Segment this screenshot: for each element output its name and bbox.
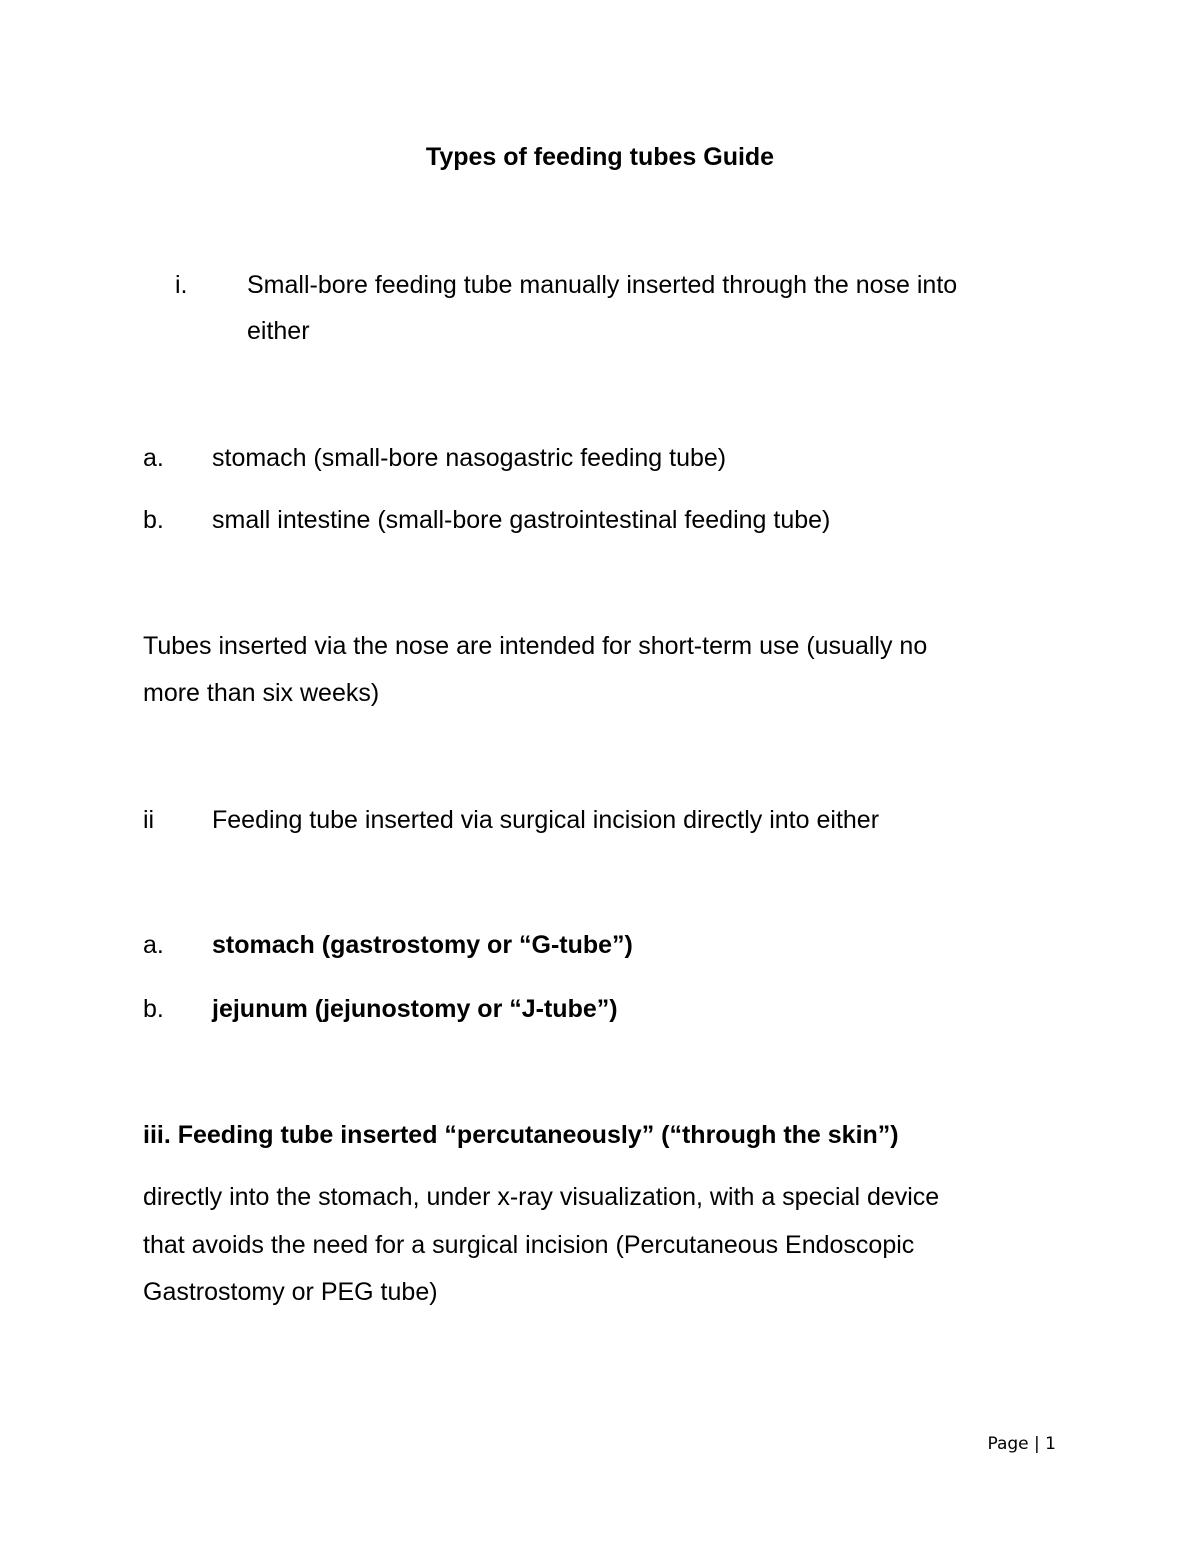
note-line2: more than six weeks) bbox=[143, 679, 380, 707]
section1-item-a-text: stomach (small-bore nasogastric feeding tube) bbox=[212, 444, 727, 472]
section1-line2: either bbox=[247, 317, 310, 345]
section1-item-b-text: small intestine (small-bore gastrointestinal feeding tube) bbox=[212, 506, 831, 534]
section3-line3: Gastrostomy or PEG tube) bbox=[143, 1278, 438, 1306]
note-line1: Tubes inserted via the nose are intended for short-term use (usually no bbox=[143, 632, 928, 660]
section2-item-a-text: stomach (gastrostomy or “G-tube”) bbox=[212, 931, 633, 959]
section3-line2: that avoids the need for a surgical incision (Percutaneous Endoscopic bbox=[143, 1231, 915, 1259]
section2-text: Feeding tube inserted via surgical incision directly into either bbox=[212, 806, 880, 834]
section2-marker: ii bbox=[143, 806, 155, 834]
section3-heading: iii. Feeding tube inserted “percutaneously” (“through the skin”) bbox=[143, 1121, 899, 1149]
section3-line1: directly into the stomach, under x-ray visualization, with a special device bbox=[143, 1183, 940, 1211]
section1-line1: Small-bore feeding tube manually inserted through the nose into bbox=[247, 271, 958, 299]
page-number-footer: Page | 1 bbox=[987, 1434, 1056, 1454]
section1-marker: i. bbox=[175, 271, 188, 299]
section1-item-b-marker: b. bbox=[143, 506, 164, 534]
document-title: Types of feeding tubes Guide bbox=[425, 143, 775, 171]
section1-item-a-marker: a. bbox=[143, 444, 164, 472]
section2-item-b-marker: b. bbox=[143, 995, 164, 1023]
section2-item-b-text: jejunum (jejunostomy or “J-tube”) bbox=[212, 995, 618, 1023]
section2-item-a-marker: a. bbox=[143, 931, 164, 959]
